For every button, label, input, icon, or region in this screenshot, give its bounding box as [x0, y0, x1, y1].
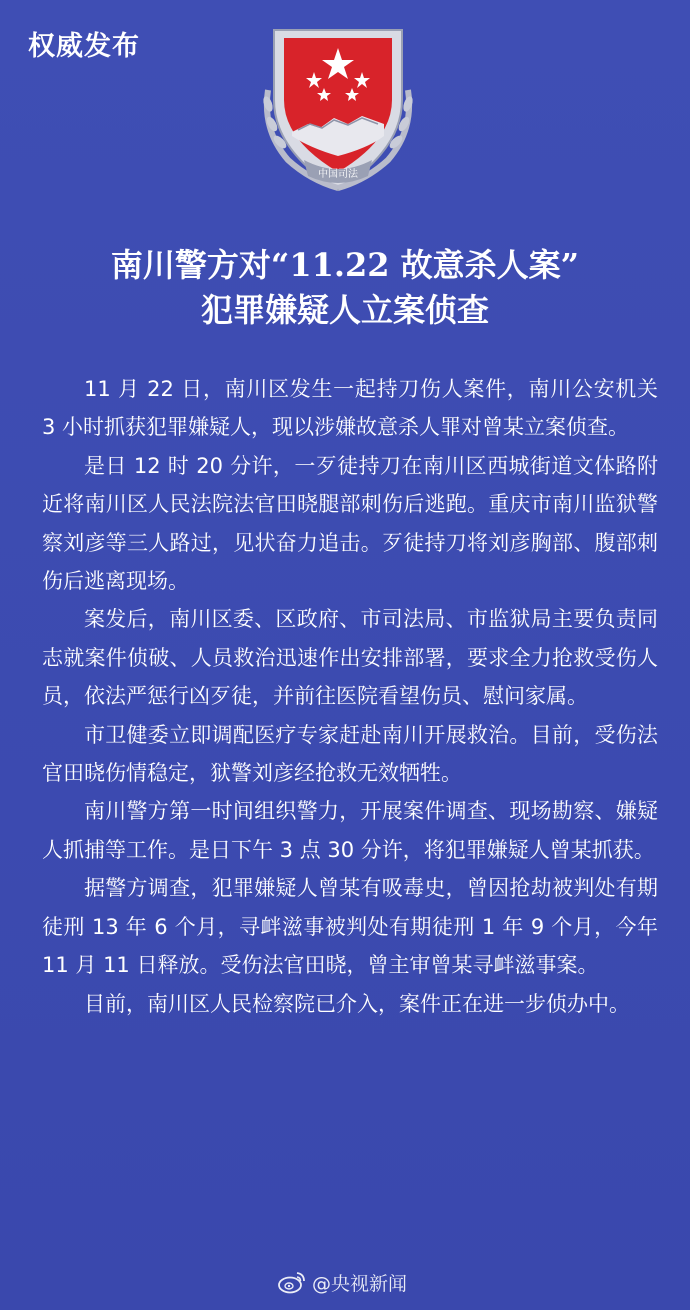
article-body	[42, 370, 658, 1023]
paragraph: 目前，南川区人民检察院已介入，案件正在进一步侦办中。	[84, 991, 630, 1016]
paragraph: 11 月 22 日，南川区发生一起持刀伤人案件，南川公安机关 3 小时抓获犯罪嫌疑人，现以涉嫌故意杀人罪对曾某立案侦查。	[42, 377, 658, 440]
weibo-icon	[278, 1270, 306, 1294]
paragraph: 市卫健委立即调配医疗专家赶赴南川开展救治。目前，受伤法官田晓伤情稳定，狱警刘彦经抢救无效牺牲。	[42, 722, 658, 786]
paragraph: 是日 12 时 20 分许，一歹徒持刀在南川区西城街道文体路附近将南川区人民法院法官田晓腿部刺伤后逃跑。重庆市南川监狱警察刘彦等三人路过，见状奋力追击。歹徒持刀将刘彦胸部、腹部刺伤后逃离现场。	[42, 453, 658, 594]
paragraph: 据警方调查，犯罪嫌疑人曾某有吸毒史，曾因抢劫被判处有期徒刑 13 年 6 个月，寻衅滋事被判处有期徒刑 1 年 9 个月，今年 11 月 11 日释放。受伤法官田晓，曾主审曾某寻衅滋事案。	[42, 876, 658, 978]
source-watermark	[278, 1266, 407, 1298]
header-tag: 权威发布	[28, 31, 140, 62]
paragraph: 案发后，南川区委、区政府、市司法局、市监狱局主要负责同志就案件侦破、人员救治迅速作出安排部署，要求全力抢救受伤人员，依法严惩行凶歹徒，并前往医院看望伤员、慰问家属。	[42, 607, 658, 709]
page-title-line2: 犯罪嫌疑人立案侦查	[200, 291, 489, 329]
emblem-label: 中国司法	[318, 169, 358, 180]
paragraph: 南川警方第一时间组织警力，开展案件调查、现场勘察、嫌疑人抓捕等工作。是日下午 3 点 30 分许，将犯罪嫌疑人曾某抓获。	[42, 799, 658, 862]
page-title-line1: 南川警方对“11.22 故意杀人案”	[110, 246, 580, 284]
watermark-text: @央视新闻	[312, 1272, 408, 1295]
judicial-emblem-icon	[258, 20, 418, 200]
